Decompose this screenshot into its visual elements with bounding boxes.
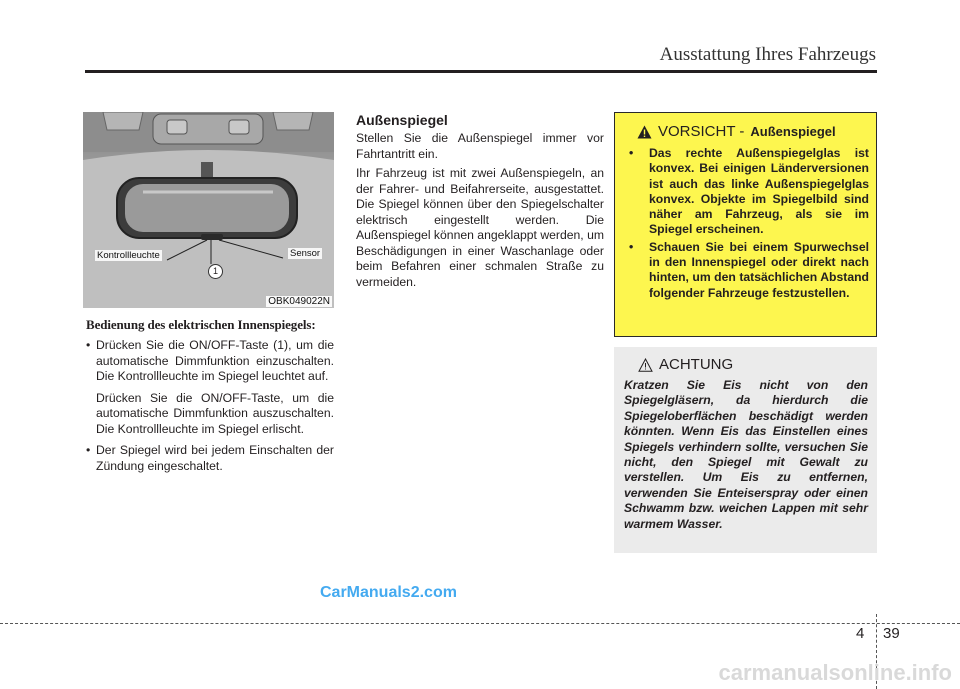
caution-item-2: • Schauen Sie bei einem Spurwechsel in den Innenspiegel oder direkt nach hinten, um den tatsächlichen Abstand folgender Fahrzeuge festzustellen. [627,240,869,301]
figure-label-indicator: Kontrollleuchte [97,250,160,261]
caution-subtitle: Außenspiegel [750,124,836,139]
caution-box [614,112,877,337]
footer-site-watermark: carmanualsonline.info [718,660,952,685]
section-heading: Außenspiegel [356,112,448,128]
figure-callout-1: 1 [208,264,223,279]
mirror-illustration [83,112,334,308]
note-title [638,356,733,373]
note-title-text: ACHTUNG [659,356,734,373]
warning-icon [637,125,652,139]
caution-title [637,123,836,140]
paragraph-2: Ihr Fahrzeug ist mit zwei Außenspiegeln, an der Fahrer- und Beifahrerseite, ausgestattet. Die Spiegel können über den Spiegelschalter elektrisch eingestellt werden. Die Außenspiegel können angeklappt werden, um Beschädigungen in einer Waschanlage oder beim Befahren einer schmalen Straße zu vermeiden. [356,166,604,289]
left-column [86,317,334,480]
page-number: 39 [883,625,900,642]
note-text: Kratzen Sie Eis nicht von den Spiegelgläsern, da hierdurch die Spiegeloberflächen beschädigt werden könnten. Wenn Eis das Einstellen eines Spiegels verhindern sollte, versuchen Sie nicht, den Spiegel mit Gewalt zu verstellen. Um Eis zu entfernen, verwenden Sie Enteiserspray oder einen Schwamm bzw. weichen Lappen mit sehr warmem Wasser. [624,378,868,531]
caution-item-1: • Das rechte Außenspiegelglas ist konvex. Bei einigen Länderversionen ist auch das linke Außenspiegelglas konvex. Objekte im Spiegelbild sind näher am Fahrzeug, als sie im Spiegel erscheinen. [627,146,869,238]
chapter-number: 4 [856,625,865,642]
mirror-figure [83,112,334,308]
mirror-bullets [86,338,334,474]
warning-outline-icon [638,358,653,372]
watermark-link[interactable]: CarManuals2.com [320,584,457,601]
bullet-item [86,443,334,474]
note-box [614,347,877,553]
footer-divider [0,623,960,624]
figure-label-sensor: Sensor [290,248,321,259]
header-rule [85,70,877,73]
header-title: Ausstattung Ihres Fahrzeugs [659,44,876,65]
caution-list [627,146,869,303]
bullet-1-text: Drücken Sie die ON/OFF-Taste (1), um die automatische Dimmfunktion einzuschalten. Die Kontrollleuchte im Spiegel leuchtet auf. [96,338,334,383]
figure-code: OBK049022N [268,296,330,307]
bullet-item [86,338,334,437]
bullet-1-subtext: Drücken Sie die ON/OFF-Taste, um die automatische Dimmfunktion auszuschalten. Die Kontrollleuchte im Spiegel erlischt. [96,390,334,436]
middle-column [356,112,604,294]
paragraph-1: Stellen Sie die Außenspiegel immer vor Fahrtantritt ein. [356,131,604,161]
mirror-caption: Bedienung des elektrischen Innenspiegels: [86,317,316,332]
caution-title-text: VORSICHT - [658,123,745,140]
bullet-2-text: Der Spiegel wird bei jedem Einschalten der Zündung eingeschaltet. [96,443,334,473]
